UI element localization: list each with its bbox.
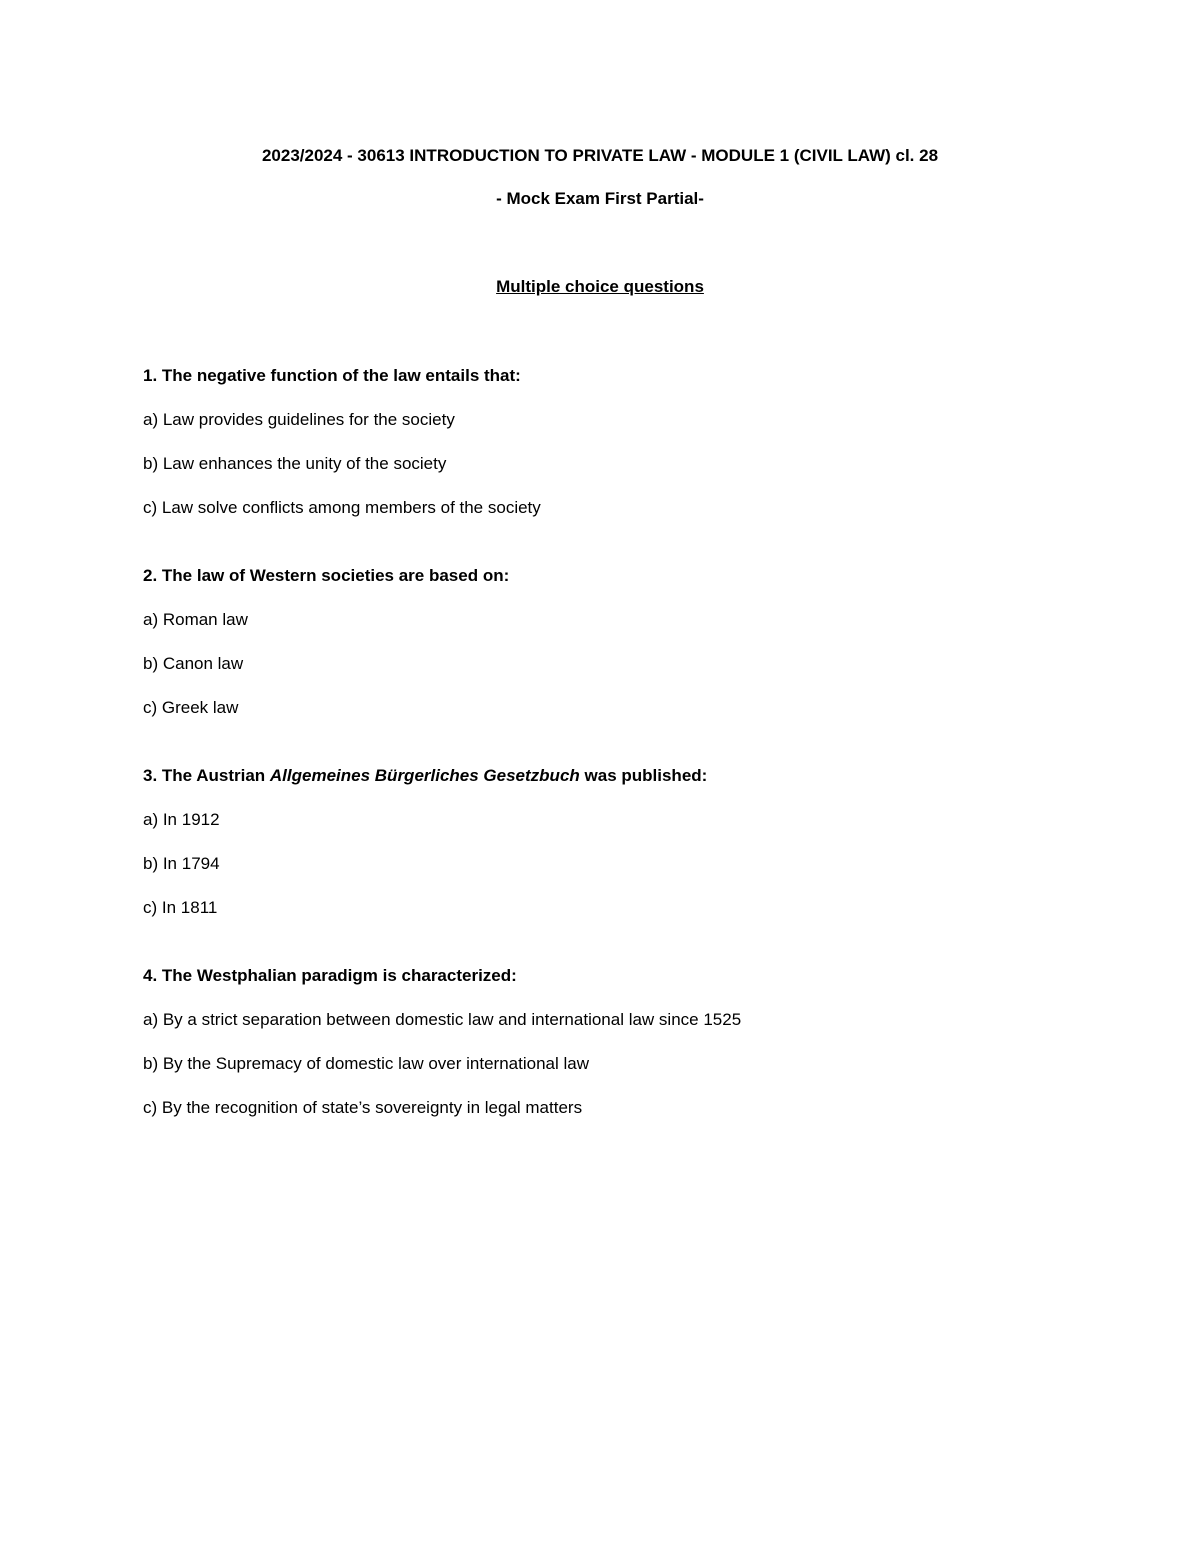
- document-subtitle: - Mock Exam First Partial-: [496, 189, 704, 208]
- option-c: c) By the recognition of state’s sovereignty in legal matters: [143, 1098, 583, 1117]
- question-stem: 2. The law of Western societies are based on:: [143, 566, 510, 585]
- question-stem: 4. The Westphalian paradigm is characterized:: [143, 966, 517, 985]
- question-stem: [143, 764, 1103, 788]
- option-c: c) Greek law: [143, 698, 239, 717]
- question-stem-italic: Allgemeines Bürgerliches Gesetzbuch: [269, 766, 580, 785]
- option-a: a) Roman law: [143, 610, 248, 629]
- option-a: a) Law provides guidelines for the society: [143, 410, 455, 429]
- question-stem-end: was published:: [579, 766, 708, 785]
- option-a: a) By a strict separation between domestic law and international law since 1525: [143, 1010, 742, 1029]
- question-stem: 1. The negative function of the law entails that:: [143, 366, 521, 385]
- section-heading: Multiple choice questions: [496, 277, 704, 296]
- option-b: b) By the Supremacy of domestic law over international law: [143, 1054, 589, 1073]
- option-a: a) In 1912: [143, 810, 220, 829]
- option-b: b) Law enhances the unity of the society: [143, 454, 447, 473]
- question-stem-start: 3. The Austrian: [143, 766, 270, 785]
- question-4: [143, 964, 1103, 1120]
- document-title: 2023/2024 - 30613 INTRODUCTION TO PRIVATE LAW - MODULE 1 (CIVIL LAW) cl. 28: [261, 146, 939, 165]
- option-b: b) Canon law: [143, 654, 244, 673]
- question-3: [143, 764, 1103, 920]
- question-list: [143, 364, 1103, 1164]
- question-2: [143, 564, 1103, 720]
- question-1: [143, 364, 1103, 520]
- option-c: c) In 1811: [143, 898, 218, 917]
- option-b: b) In 1794: [143, 854, 220, 873]
- option-c: c) Law solve conflicts among members of the society: [143, 498, 541, 517]
